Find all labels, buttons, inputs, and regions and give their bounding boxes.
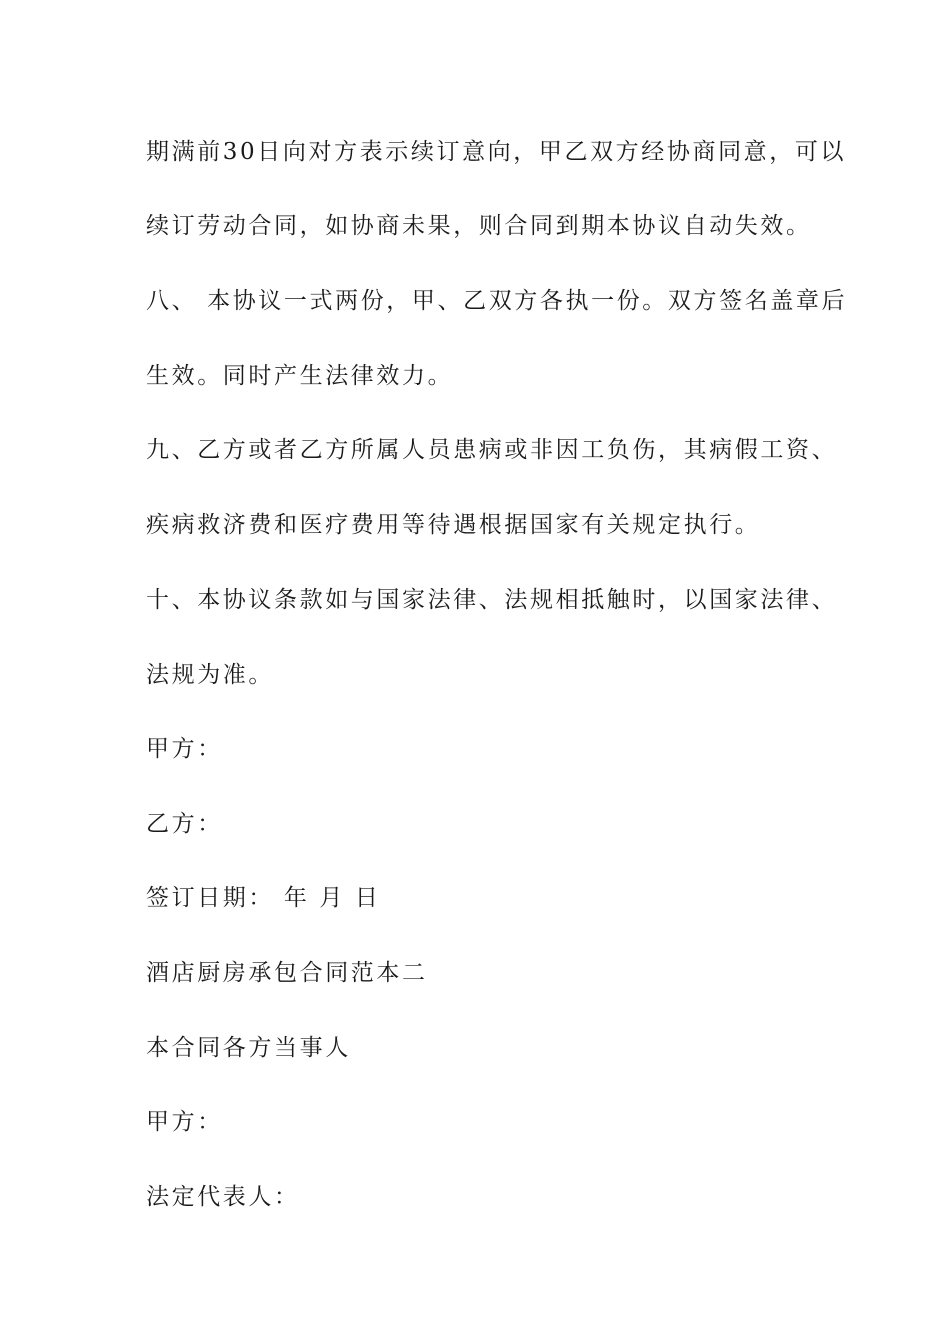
clause-7-continuation-line-2: 续订劳动合同，如协商未果，则合同到期本协议自动失效。 <box>146 213 812 239</box>
clause-8-line-1: 八、 本协议一式两份，甲、乙双方各执一份。双方签名盖章后 <box>146 288 848 314</box>
clause-8-line-2: 生效。同时产生法律效力。 <box>146 363 454 389</box>
party-b-signature-label: 乙方： <box>146 811 223 837</box>
clause-9-line-1: 九、乙方或者乙方所属人员患病或非因工负伤，其病假工资、 <box>146 437 838 463</box>
clause-10-line-2: 法规为准。 <box>146 662 274 688</box>
section-title: 酒店厨房承包合同范本二 <box>146 960 428 986</box>
clause-9-line-2: 疾病救济费和医疗费用等待遇根据国家有关规定执行。 <box>146 512 761 538</box>
clause-10-line-1: 十、本协议条款如与国家法律、法规相抵触时，以国家法律、 <box>146 587 838 613</box>
parties-intro: 本合同各方当事人 <box>146 1035 351 1061</box>
legal-representative-label: 法定代表人： <box>146 1184 300 1210</box>
signing-date-label: 签订日期： 年 月 日 <box>146 885 381 911</box>
party-a-signature-label: 甲方： <box>146 736 223 762</box>
clause-7-continuation-line-1: 期满前30日向对方表示续订意向，甲乙双方经协商同意，可以 <box>146 139 847 165</box>
party-a-label: 甲方： <box>146 1109 223 1135</box>
